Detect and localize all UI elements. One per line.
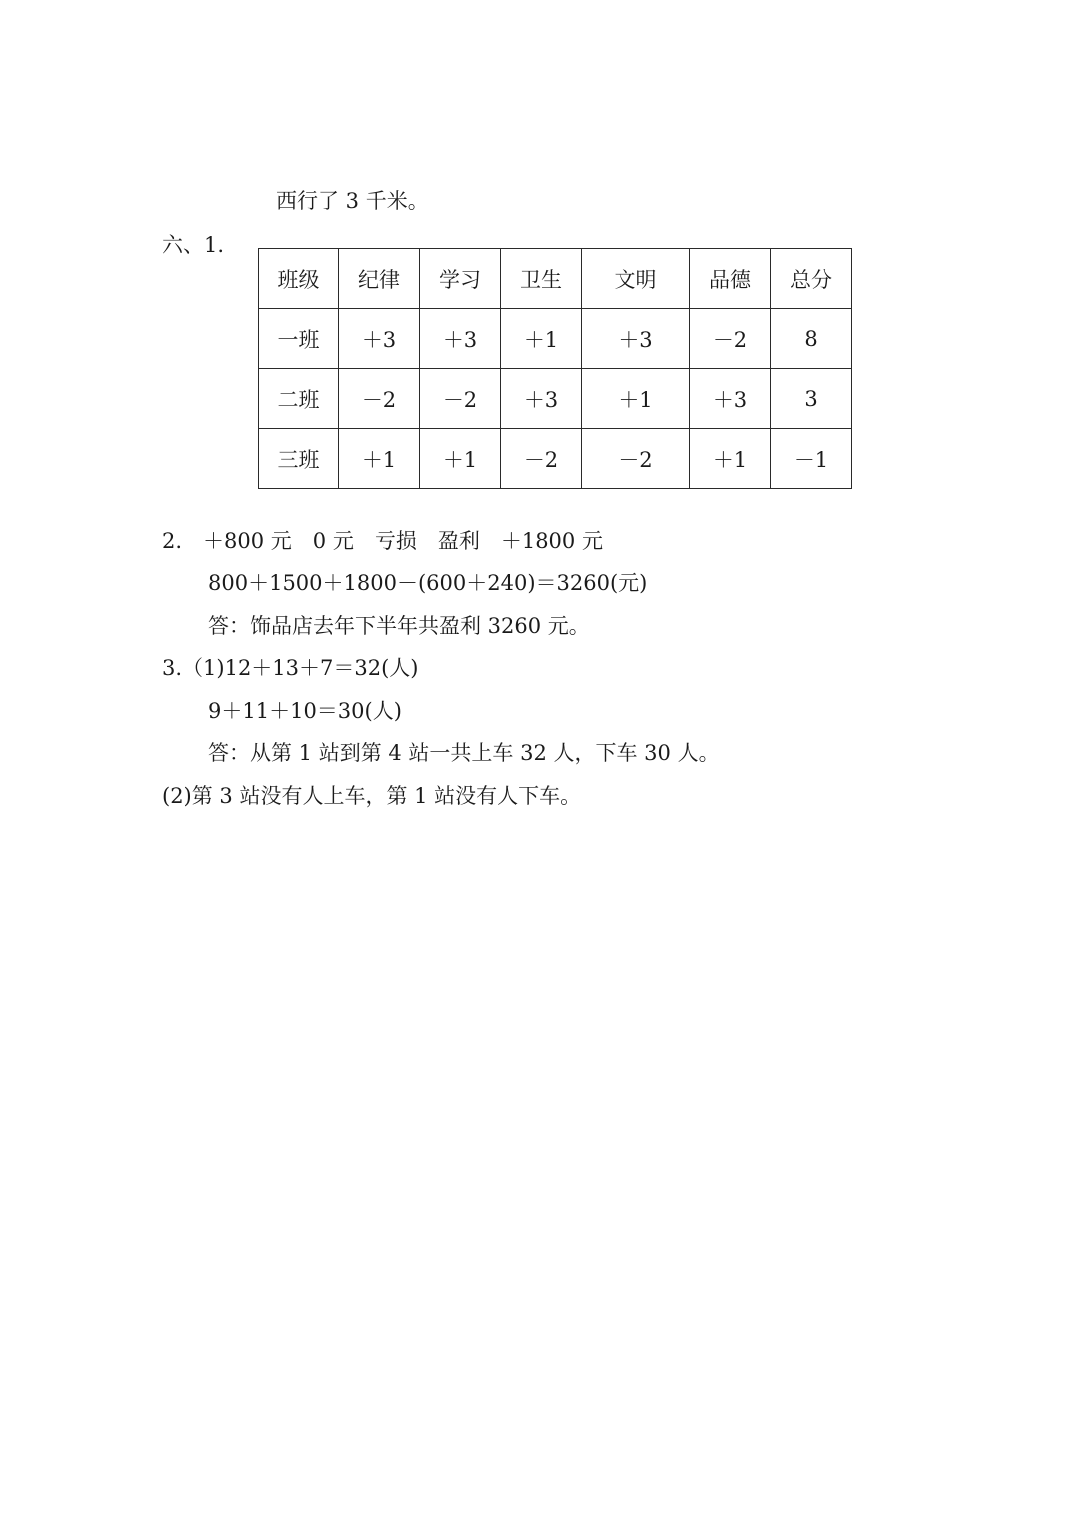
table-cell: 8 [771, 309, 852, 369]
table-cell: 3 [771, 369, 852, 429]
answer-3-1-equation-b: 9＋11＋10＝30(人) [208, 699, 402, 723]
table-cell: －2 [501, 429, 582, 489]
table-cell: 二班 [259, 369, 339, 429]
table-header-cell: 班级 [259, 249, 339, 309]
table-cell: －1 [771, 429, 852, 489]
table-row [259, 429, 852, 489]
table-row [259, 309, 852, 369]
table-cell: ＋1 [339, 429, 420, 489]
table-header-cell: 品德 [690, 249, 771, 309]
answer-2-values: 2. ＋800 元 0 元 亏损 盈利 ＋1800 元 [162, 529, 603, 553]
table-header-cell: 纪律 [339, 249, 420, 309]
table-header-cell: 卫生 [501, 249, 582, 309]
table-cell: －2 [582, 429, 690, 489]
table-cell: －2 [420, 369, 501, 429]
answer-2-statement: 答：饰品店去年下半年共盈利 3260 元。 [208, 614, 590, 638]
answer-2-equation: 800＋1500＋1800－(600＋240)＝3260(元) [208, 571, 648, 595]
table-cell: ＋1 [690, 429, 771, 489]
table-cell: ＋1 [582, 369, 690, 429]
table-cell: ＋1 [420, 429, 501, 489]
text-line-direction: 西行了 3 千米。 [276, 189, 429, 213]
table-cell: －2 [339, 369, 420, 429]
table-cell: ＋3 [690, 369, 771, 429]
answer-3-1-statement: 答：从第 1 站到第 4 站一共上车 32 人，下车 30 人。 [208, 741, 720, 765]
table-cell: －2 [690, 309, 771, 369]
table-header-cell: 文明 [582, 249, 690, 309]
score-table [258, 248, 852, 489]
table-header-row [259, 249, 852, 309]
table-cell: ＋3 [582, 309, 690, 369]
section-label-6-1: 六、1. [162, 233, 225, 257]
table-cell: 一班 [259, 309, 339, 369]
table-cell: ＋3 [420, 309, 501, 369]
answer-3-1-equation: 3.（1)12＋13＋7＝32(人) [162, 656, 419, 680]
answer-3-2-statement: (2)第 3 站没有人上车，第 1 站没有人下车。 [162, 784, 582, 808]
table-cell: ＋1 [501, 309, 582, 369]
table-header-cell: 总分 [771, 249, 852, 309]
table-cell: ＋3 [339, 309, 420, 369]
table-row [259, 369, 852, 429]
table-cell: 三班 [259, 429, 339, 489]
table-header-cell: 学习 [420, 249, 501, 309]
table-cell: ＋3 [501, 369, 582, 429]
